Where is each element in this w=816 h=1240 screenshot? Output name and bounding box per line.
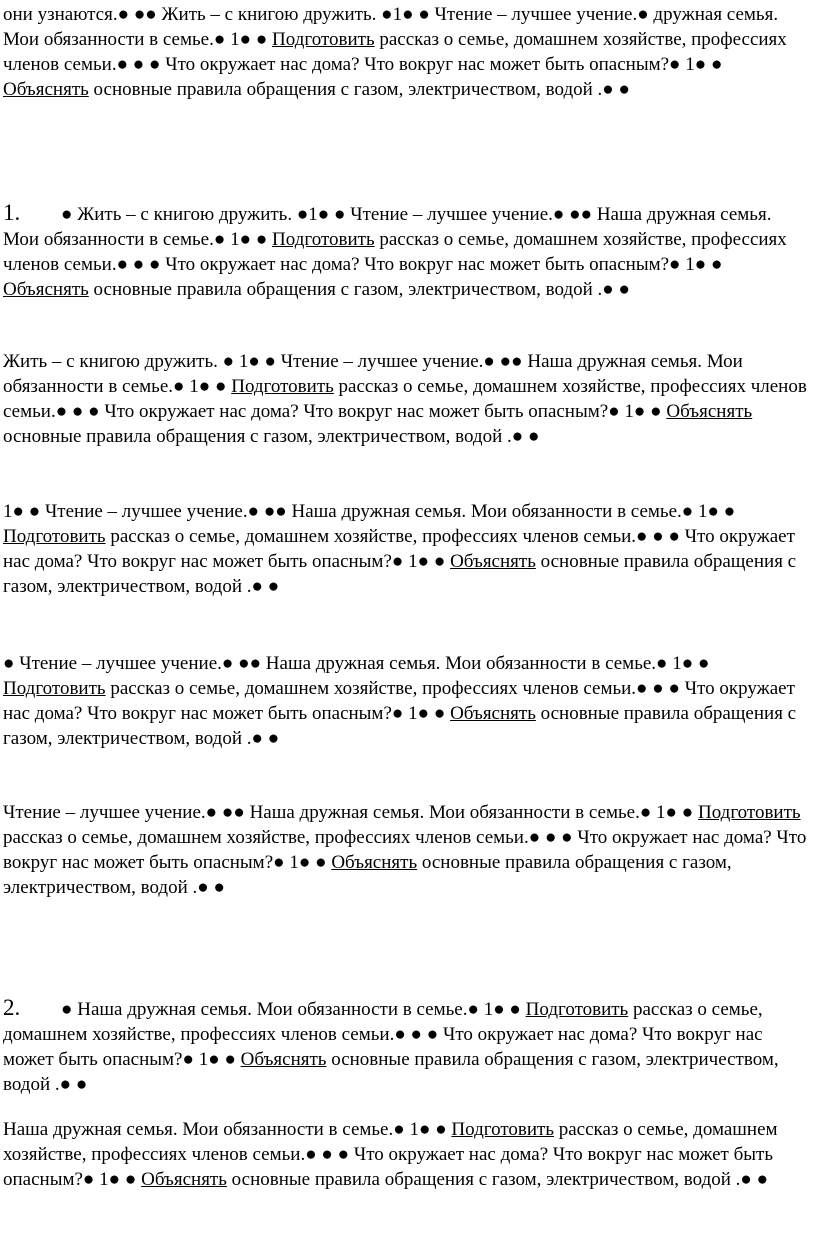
text-run: рассказ о семье, домашнем хозяйстве, профессиях членов семьи.● ● ● Что окружает нас дома? Что вокруг нас может быть опасным?● 1● ● [3,29,787,75]
underlined-verb: Объяснять [331,852,418,873]
text-run: основные правила обращения с газом, электричеством, водой .● ● [3,852,732,898]
underlined-verb: Подготовить [272,29,375,50]
underlined-verb: Подготовить [3,526,106,547]
paragraph-repeat-c [3,651,811,751]
paragraph-item-2 [3,995,811,1097]
underlined-verb: Подготовить [272,229,375,250]
list-number: 1. [3,200,21,225]
text-run: основные правила обращения с газом, электричеством, водой .● ● [3,426,540,447]
underlined-verb: Объяснять [3,279,89,300]
text-run: Чтение – лучшее учение.● ●● Наша дружная семья. Мои обязанности в семье.● 1● ● [3,802,698,823]
underlined-verb: Подготовить [451,1119,554,1140]
text-run: Жить – с книгою дружить. ● 1● ● Чтение – лучшее учение.● ●● Наша дружная семья. Мои обязанности в семье.● 1● ● [3,351,743,397]
text-run: рассказ о семье, домашнем хозяйстве, профессиях членов семьи.● ● ● Что окружает нас дома? Что вокруг нас может быть опасным?● 1● ● [3,1119,778,1190]
text-run: рассказ о семье, домашнем хозяйстве, профессиях членов семьи.● ● ● Что окружает нас дома? Что вокруг нас может быть опасным?● 1● ● [3,678,795,724]
underlined-verb: Объяснять [666,401,753,422]
paragraph-repeat-d [3,800,811,900]
list-number: 2. [3,995,21,1020]
text-run: основные правила обращения с газом, электричеством, водой .● ● [3,551,797,597]
text-run: 1● ● Чтение – лучшее учение.● ●● Наша дружная семья. Мои обязанности в семье.● 1● ● [3,501,736,522]
underlined-verb: Подготовить [3,678,106,699]
text-run: ● Жить – с книгою дружить. ●1● ● Чтение – лучшее учение.● ●● Наша дружная семья. Мои обязанности в семье.● 1● ● [3,204,772,250]
paragraph-intro [3,2,811,102]
text-run: ● Наша дружная семья. Мои обязанности в семье.● 1● ● [61,999,526,1020]
paragraph-repeat-e [3,1117,811,1192]
paragraph-repeat-a [3,349,811,449]
text-run: рассказ о семье, домашнем хозяйстве, профессиях членов семьи.● ● ● Что окружает нас дома? Что вокруг нас может быть опасным?● 1● ● [3,229,787,275]
underlined-verb: Объяснять [450,703,536,724]
text-run: основные правила обращения с газом, электричеством, водой .● ● [88,279,631,300]
text-run: основные правила обращения с газом, электричеством, водой .● ● [226,1169,769,1190]
text-run: Наша дружная семья. Мои обязанности в семье.● 1● ● [3,1119,452,1140]
paragraph-repeat-b [3,499,811,599]
underlined-verb: Подготовить [231,376,334,397]
text-run: рассказ о семье, домашнем хозяйстве, профессиях членов семьи.● ● ● Что окружает нас дома? Что вокруг нас может быть опасным?● 1● ● [3,526,795,572]
text-run: основные правила обращения с газом, электричеством, водой .● ● [3,1049,779,1095]
text-run: рассказ о семье, домашнем хозяйстве, профессиях членов семьи.● ● ● Что окружает нас дома? Что вокруг нас может быть опасным?● 1● ● [3,999,763,1070]
text-run: рассказ о семье, домашнем хозяйстве, профессиях членов семьи.● ● ● Что окружает нас дома? Что вокруг нас может быть опасным?● 1● ● [3,376,807,422]
text-run: основные правила обращения с газом, электричеством, водой .● ● [3,703,797,749]
text-run: рассказ о семье, домашнем хозяйстве, профессиях членов семьи.● ● ● Что окружает нас дома? Что вокруг нас может быть опасным?● 1● ● [3,827,807,873]
text-run: ● Чтение – лучшее учение.● ●● Наша дружная семья. Мои обязанности в семье.● 1● ● [3,653,710,674]
underlined-verb: Подготовить [525,999,629,1020]
underlined-verb: Объяснять [240,1049,327,1070]
underlined-verb: Подготовить [698,802,801,823]
text-run: они узнаются.● ●● Жить – с книгою дружить. ●1● ● Чтение – лучшее учение.● дружная семья. Мои обязанности в семье.● 1● ● [3,4,779,50]
text-run: основные правила обращения с газом, электричеством, водой .● ● [88,79,631,100]
underlined-verb: Объяснять [3,79,89,100]
underlined-verb: Объяснять [141,1169,227,1190]
paragraph-item-1 [3,200,811,302]
underlined-verb: Объяснять [450,551,536,572]
